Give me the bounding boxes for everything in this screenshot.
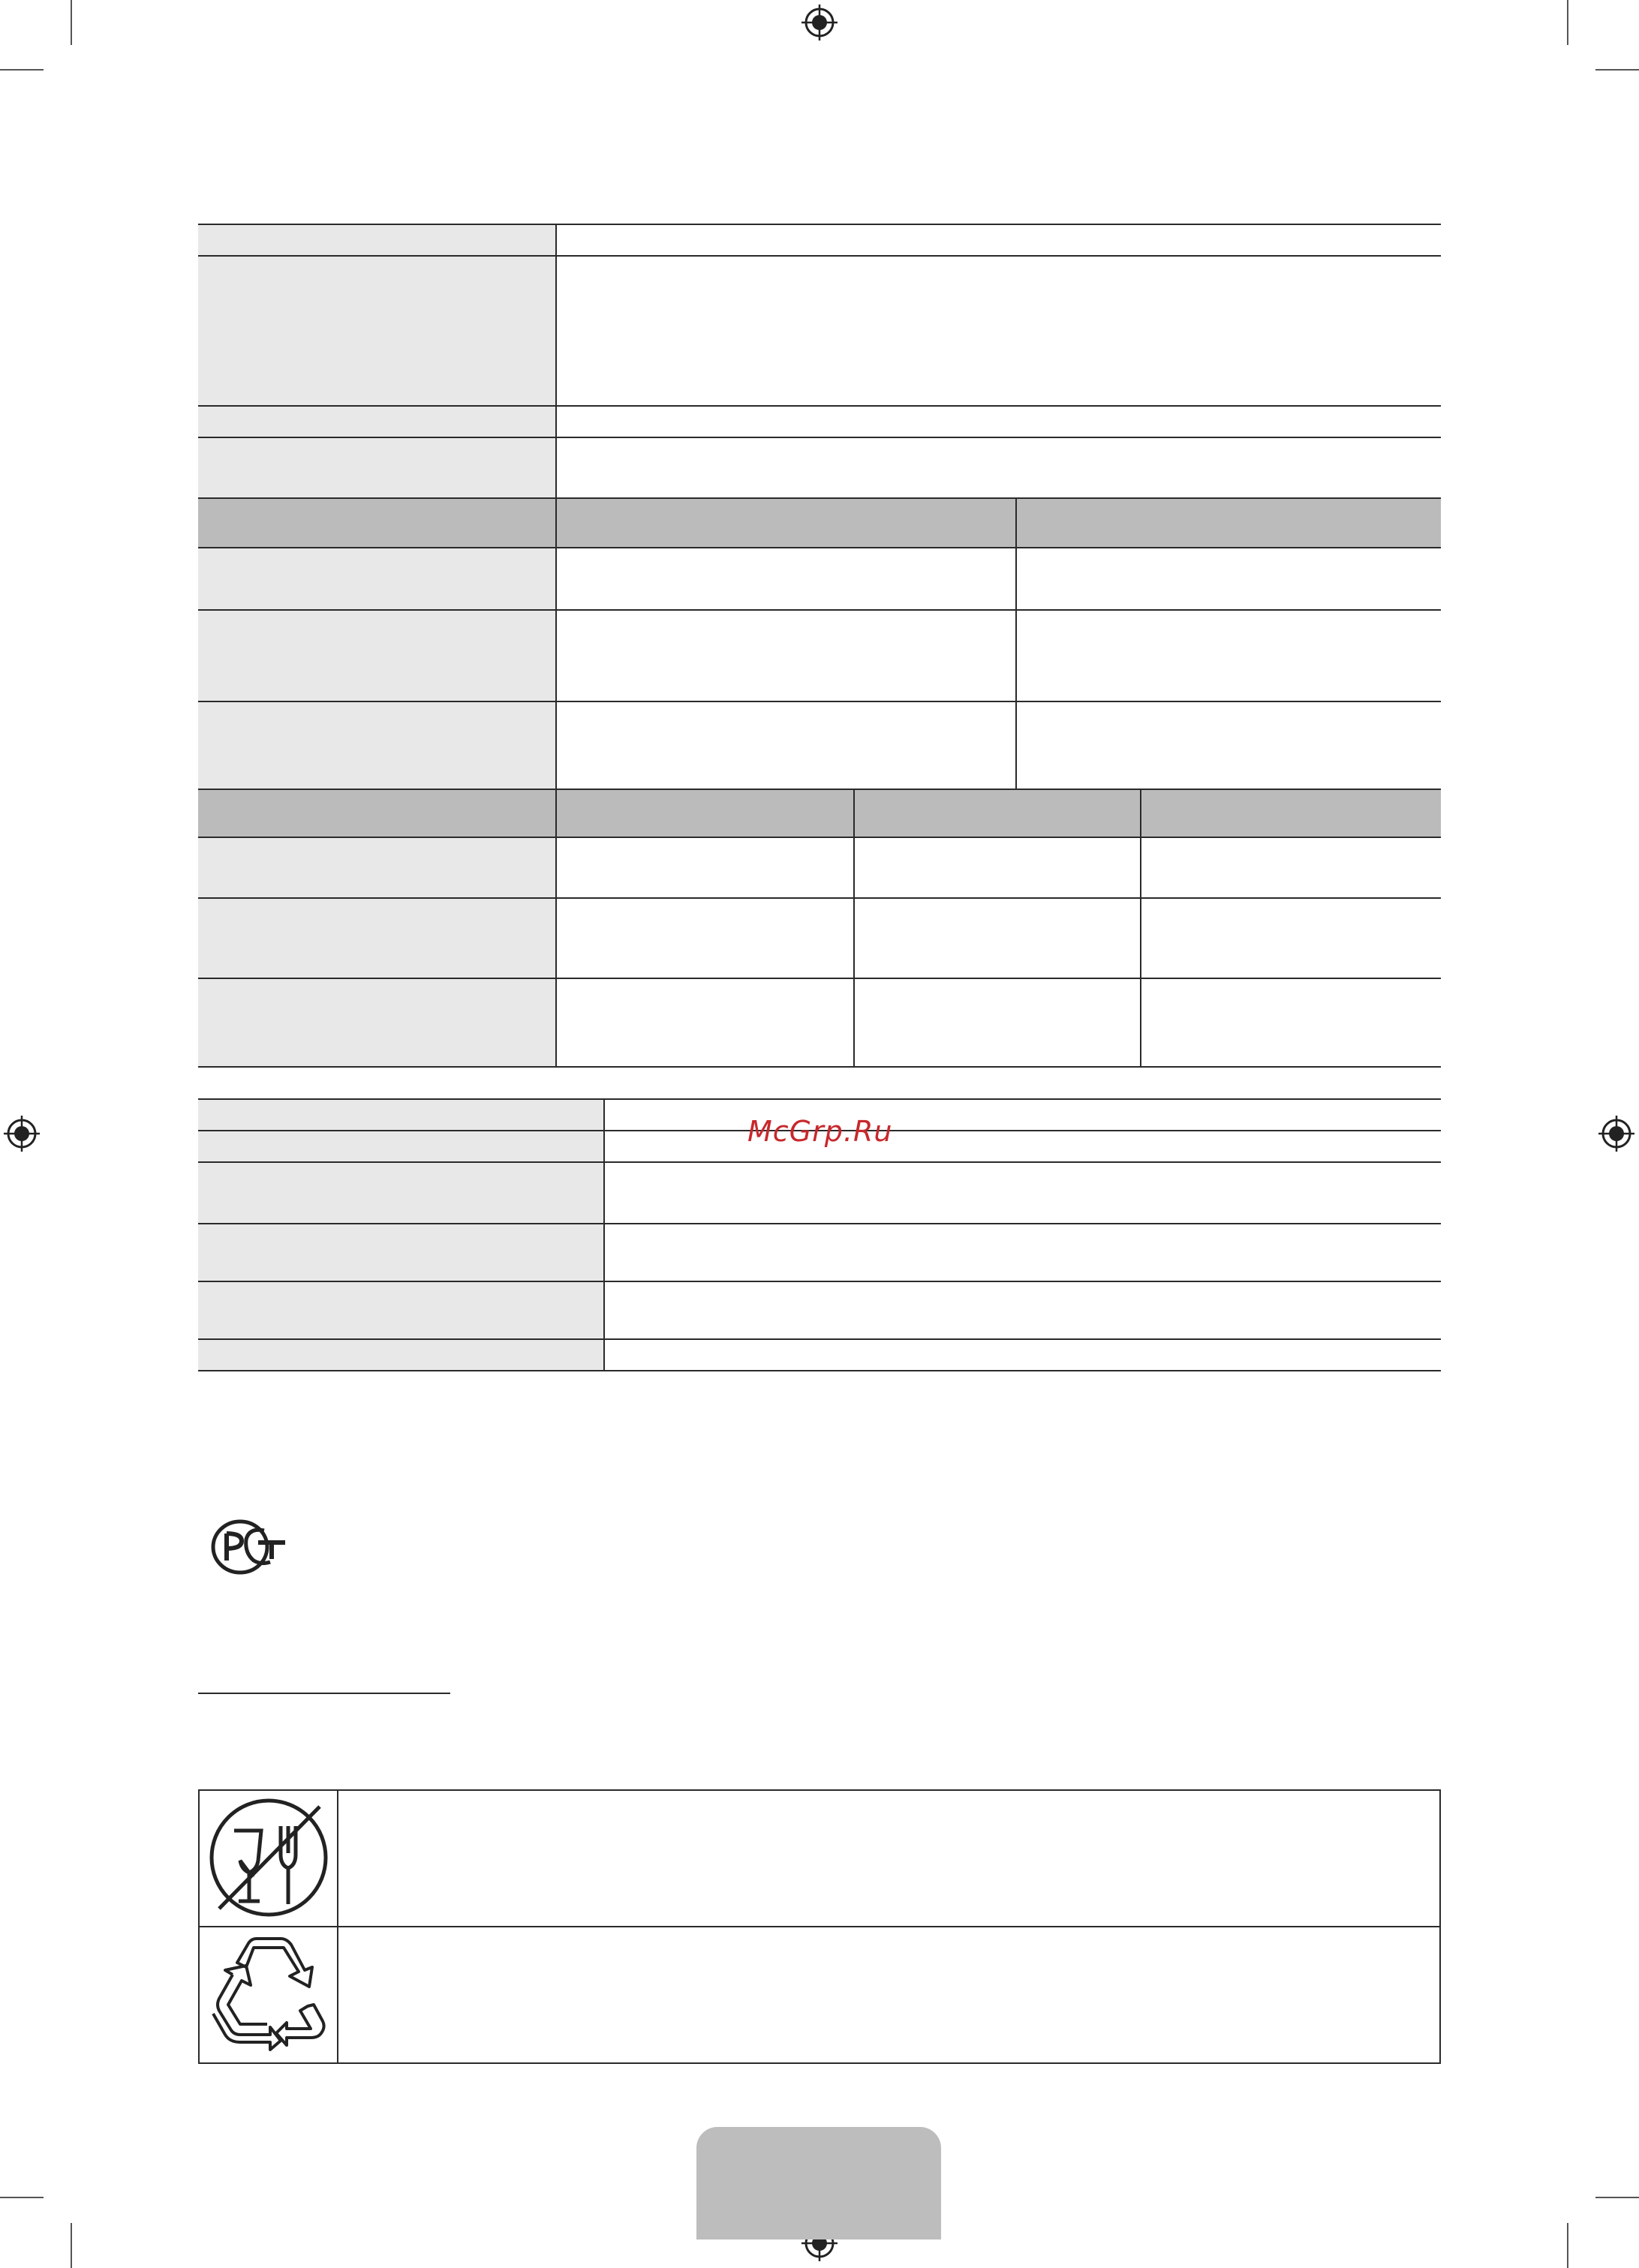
- spec-label-cell: [198, 1282, 604, 1339]
- spec-group-header: [198, 790, 1441, 837]
- table-rule: [603, 1098, 605, 1371]
- spec-label-cell: [198, 438, 556, 498]
- crop-mark: [0, 69, 44, 71]
- crop-mark: [71, 2223, 72, 2268]
- table-rule: [198, 789, 1441, 790]
- table-rule: [198, 701, 1441, 702]
- spec-label-cell: [198, 702, 556, 789]
- registration-mark-icon: [1598, 1116, 1634, 1152]
- recycling-icon: [209, 1933, 329, 2053]
- page-number-tab: [696, 2127, 941, 2239]
- table-rule: [853, 789, 855, 1068]
- spec-label-cell: [198, 979, 556, 1067]
- crop-mark: [1595, 2197, 1639, 2198]
- watermark: McGrp.Ru: [747, 1115, 893, 1148]
- spec-label-cell: [198, 1163, 604, 1224]
- spec-label-cell: [198, 838, 556, 898]
- spec-label-cell: [198, 224, 556, 256]
- crop-mark: [1567, 2223, 1568, 2268]
- spec-label-cell: [198, 1340, 604, 1371]
- table-rule: [198, 897, 1441, 899]
- table-rule: [198, 1370, 1441, 1371]
- table-rule: [198, 978, 1441, 979]
- registration-mark-icon: [801, 5, 838, 41]
- table-rule: [198, 547, 1441, 548]
- table-rule: [555, 224, 557, 1068]
- table-rule: [198, 497, 1441, 499]
- not-for-food-icon: [209, 1796, 329, 1919]
- table-rule: [198, 1066, 1441, 1068]
- table-rule: [198, 1926, 1441, 1927]
- spec-label-cell: [198, 1131, 604, 1162]
- table-rule: [198, 1161, 1441, 1163]
- table-rule: [198, 255, 1441, 257]
- table-rule: [198, 224, 1441, 225]
- table-rule: [198, 1338, 1441, 1340]
- spec-label-cell: [198, 548, 556, 610]
- crop-mark: [0, 2197, 44, 2198]
- spec-label-cell: [198, 407, 556, 437]
- table-rule: [198, 1223, 1441, 1224]
- table-rule: [198, 1098, 1441, 1100]
- table-rule: [198, 1281, 1441, 1282]
- rst-certification-icon: [209, 1517, 290, 1577]
- section-underline: [198, 1693, 450, 1694]
- registration-mark-icon: [4, 1116, 40, 1152]
- crop-mark: [71, 0, 72, 45]
- table-rule: [337, 1789, 338, 2062]
- spec-group-header: [198, 499, 1441, 548]
- crop-mark: [1567, 0, 1568, 45]
- table-rule: [1140, 789, 1141, 1068]
- table-rule: [1015, 497, 1017, 790]
- table-rule: [198, 837, 1441, 838]
- table-rule: [198, 405, 1441, 407]
- spec-label-cell: [198, 1099, 604, 1131]
- table-rule: [198, 437, 1441, 438]
- crop-mark: [1595, 69, 1639, 71]
- spec-label-cell: [198, 257, 556, 406]
- spec-label-cell: [198, 611, 556, 701]
- spec-label-cell: [198, 1224, 604, 1281]
- table-rule: [198, 609, 1441, 611]
- spec-label-cell: [198, 899, 556, 978]
